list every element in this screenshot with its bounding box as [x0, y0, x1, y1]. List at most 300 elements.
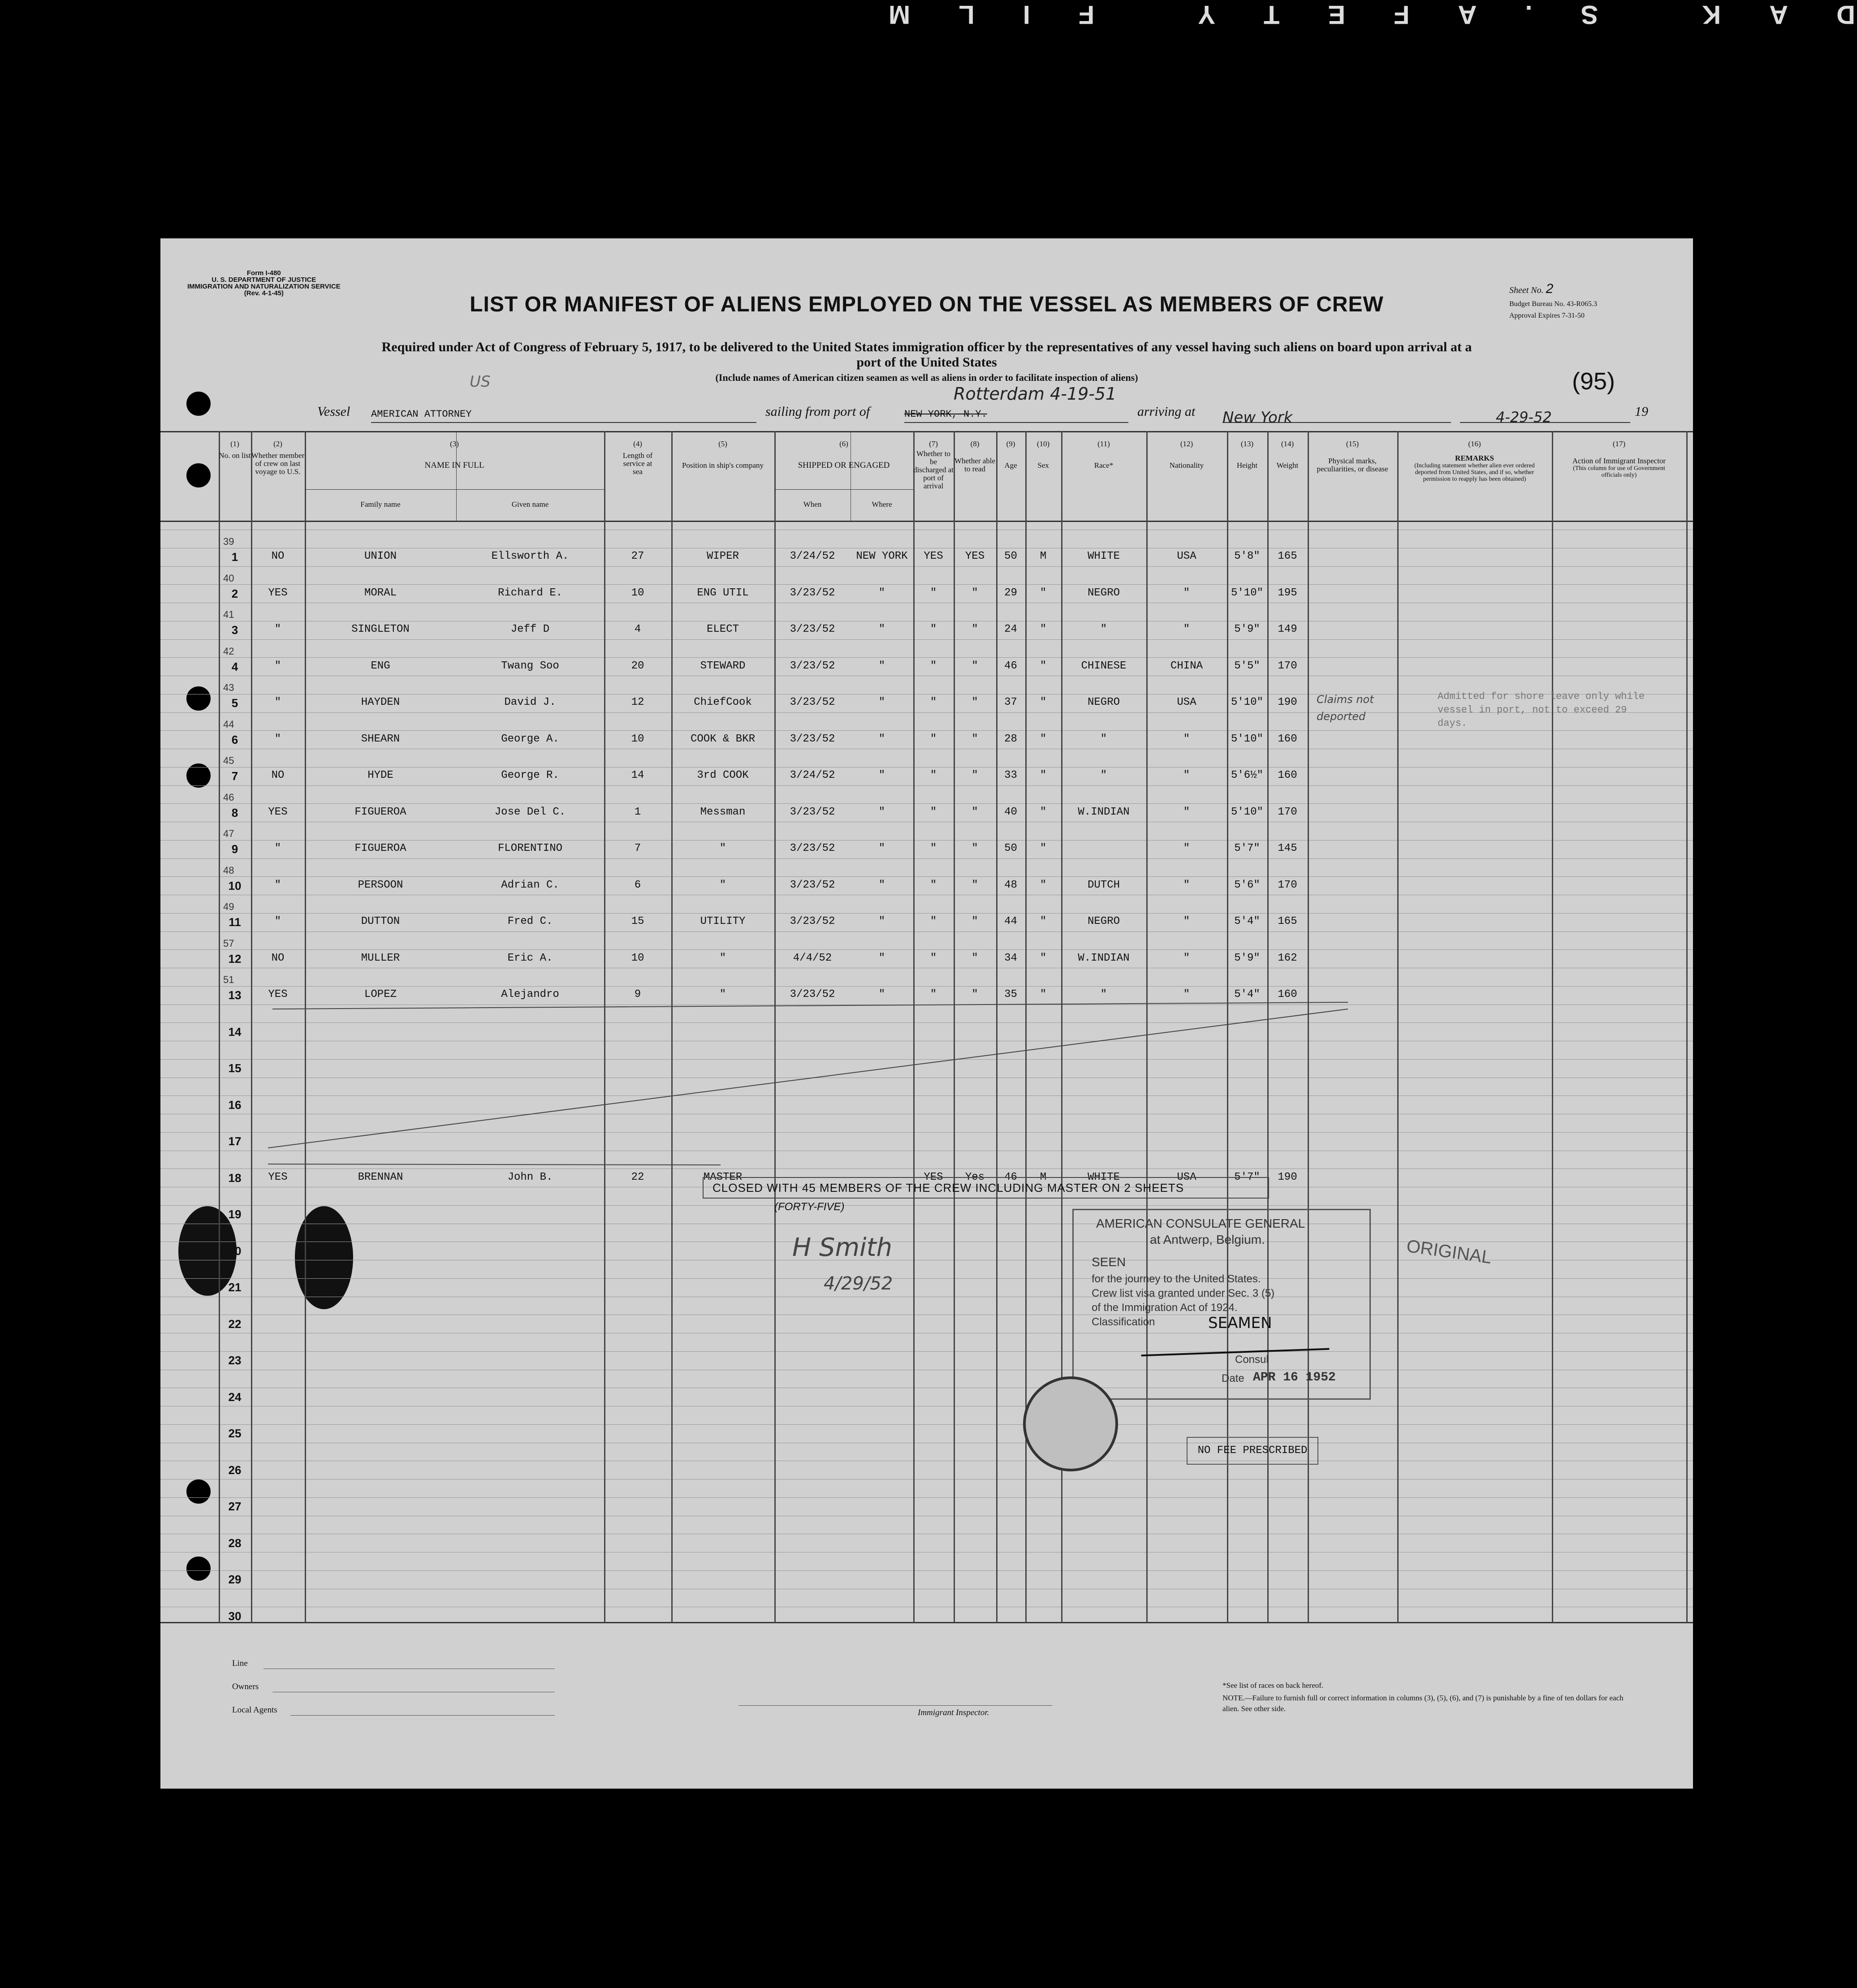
original-list-number: 42	[223, 645, 234, 657]
cell-no: 20	[228, 1244, 242, 1258]
sailing-handwritten: Rotterdam 4-19-51	[954, 384, 1117, 404]
film-edge-print: DAK S.AFETY FILM	[840, 0, 1855, 29]
cell-family: MORAL	[364, 586, 397, 599]
cell-given: Twang Soo	[501, 660, 559, 672]
cell-nat: USA	[1177, 1171, 1196, 1183]
cell-family: PERSOON	[358, 879, 403, 891]
cell-where: "	[878, 660, 885, 672]
cell-position: Messman	[700, 806, 746, 818]
cell-read: "	[972, 988, 978, 1000]
cell-disch: "	[930, 806, 937, 818]
cell-service: 27	[631, 550, 644, 562]
original-list-number: 45	[223, 755, 234, 766]
cell-family: FIGUEROA	[354, 842, 406, 854]
original-list-number: 40	[223, 572, 234, 584]
cell-read: "	[972, 733, 978, 745]
original-stamp: ORIGINAL	[1405, 1236, 1493, 1268]
cell-no: 7	[231, 769, 238, 783]
race-note: *See list of races on back hereof.	[1222, 1681, 1324, 1690]
cell-where: "	[878, 842, 885, 854]
cell-when: 3/24/52	[790, 550, 835, 562]
cell-nat: "	[1183, 769, 1190, 781]
cell-disch: "	[930, 733, 937, 745]
cell-when: 3/23/52	[790, 623, 835, 635]
cell-weight: 162	[1278, 952, 1297, 964]
column-header-position: (5) Position in ship's company	[682, 440, 764, 470]
cell-disch: "	[930, 623, 937, 635]
vessel-handwritten: US	[470, 373, 491, 391]
original-list-number: 49	[223, 901, 234, 912]
column-header-family-name: Family name	[360, 500, 401, 509]
cell-height: 5'4"	[1234, 988, 1260, 1000]
cell-prev: "	[274, 733, 281, 745]
cell-race: WHITE	[1087, 1171, 1120, 1183]
cell-sex: "	[1040, 660, 1047, 672]
cell-service: 4	[634, 623, 641, 635]
cell-prev: YES	[268, 806, 288, 818]
cell-when: 3/23/52	[790, 806, 835, 818]
footer-agents-rule	[290, 1715, 555, 1716]
cell-read: "	[972, 952, 978, 964]
column-header-name: (3) NAME IN FULL	[424, 440, 484, 470]
cell-disch: "	[930, 696, 937, 708]
cell-position: "	[719, 988, 726, 1000]
cell-where: "	[878, 623, 885, 635]
cell-given: Jeff D	[510, 623, 550, 635]
cell-race: NEGRO	[1087, 915, 1120, 927]
column-header-shipped: (6) SHIPPED OR ENGAGED	[798, 440, 890, 470]
cell-race: "	[1100, 623, 1107, 635]
cell-age: 40	[1004, 806, 1017, 818]
cell-weight: 149	[1278, 623, 1297, 635]
cell-disch: YES	[924, 550, 943, 562]
cell-when: 4/4/52	[793, 952, 832, 964]
cell-nat: USA	[1177, 696, 1196, 708]
cell-prev: "	[274, 660, 281, 672]
cell-read: "	[972, 586, 978, 599]
cell-family: SHEARN	[361, 733, 400, 745]
cell-where: "	[878, 586, 885, 599]
forty-five-note: (FORTY-FIVE)	[774, 1201, 845, 1213]
cell-family: LOPEZ	[364, 988, 397, 1000]
cell-weight: 170	[1278, 660, 1297, 672]
cell-age: 50	[1004, 842, 1017, 854]
cell-read: "	[972, 696, 978, 708]
cell-given: Ellsworth A.	[491, 550, 569, 562]
consulate-stamp: AMERICAN CONSULATE GENERAL at Antwerp, Belgium. SEEN for the journey to the United States. Crew list visa granted under Sec. 3 (5) of the Immigration Act of 1924. Classification SEAMEN Consul Date APR 16 1952	[1072, 1209, 1371, 1400]
strike-line	[268, 1164, 721, 1165]
cell-given: Fred C.	[507, 915, 553, 927]
original-list-number: 39	[223, 536, 234, 547]
cell-no: 27	[228, 1500, 242, 1513]
cell-given: Richard E.	[497, 586, 563, 599]
cell-when: 3/23/52	[790, 879, 835, 891]
column-header-weight: (14) Weight	[1276, 440, 1299, 470]
cell-service: 9	[634, 988, 641, 1000]
cell-sex: M	[1040, 1171, 1047, 1183]
footer-note: NOTE.—Failure to furnish full or correct information in columns (3), (5), (6), and (7) is punishable by a fine of ten dollars for each alien. See other side.	[1222, 1694, 1624, 1713]
column-header-sex: (10) Sex	[1036, 440, 1050, 470]
footer-line-label: Line	[232, 1659, 248, 1668]
cell-given: David J.	[504, 696, 556, 708]
cell-height: 5'7"	[1234, 1171, 1260, 1183]
cell-family: ENG	[371, 660, 390, 672]
cell-no: 28	[228, 1536, 242, 1550]
vessel-name-field: AMERICAN ATTORNEY	[371, 409, 756, 423]
cell-prev: "	[274, 915, 281, 927]
sheet-number: Sheet No. 2	[1509, 281, 1554, 296]
cell-race: W.INDIAN	[1078, 952, 1130, 964]
cell-sex: "	[1040, 806, 1047, 818]
footer-owners-label: Owners	[232, 1682, 259, 1691]
cell-age: 50	[1004, 550, 1017, 562]
cell-race: "	[1100, 769, 1107, 781]
cell-age: 35	[1004, 988, 1017, 1000]
cell-when: 3/23/52	[790, 988, 835, 1000]
cell-read: "	[972, 660, 978, 672]
cell-age: 37	[1004, 696, 1017, 708]
original-list-number: 47	[223, 828, 234, 839]
cell-prev: NO	[271, 550, 285, 562]
cell-no: 17	[228, 1134, 242, 1148]
inspector-signature-rule	[738, 1705, 1052, 1706]
cell-age: 46	[1004, 1171, 1017, 1183]
cell-no: 8	[231, 806, 238, 819]
cell-position: UTILITY	[700, 915, 746, 927]
original-list-number: 46	[223, 791, 234, 803]
cell-weight: 190	[1278, 696, 1297, 708]
column-header-where: Where	[872, 500, 892, 509]
cell-read: "	[972, 623, 978, 635]
cell-nat: "	[1183, 733, 1190, 745]
cell-race: NEGRO	[1087, 586, 1120, 599]
cell-weight: 195	[1278, 586, 1297, 599]
cell-height: 5'7"	[1234, 842, 1260, 854]
column-header-when: When	[803, 500, 822, 509]
cell-sex: "	[1040, 696, 1047, 708]
cell-sex: "	[1040, 952, 1047, 964]
cell-position: WIPER	[706, 550, 739, 562]
strike-line	[268, 1009, 1348, 1148]
cell-nat: "	[1183, 879, 1190, 891]
cell-no: 13	[228, 988, 242, 1002]
footer-agents-label: Local Agents	[232, 1705, 277, 1715]
cell-weight: 190	[1278, 1171, 1297, 1183]
cell-when: 3/23/52	[790, 733, 835, 745]
column-header-given-name: Given name	[511, 500, 549, 509]
cell-weight: 165	[1278, 550, 1297, 562]
cell-position: ENG UTIL	[697, 586, 749, 599]
closed-with-stamp: CLOSED WITH 45 MEMBERS OF THE CREW INCLUDING MASTER ON 2 SHEETS	[703, 1177, 1269, 1199]
arriving-port-field: New York	[1222, 409, 1451, 423]
year-label: 19	[1635, 404, 1648, 419]
cell-no: 30	[228, 1609, 242, 1623]
cell-height: 5'8"	[1234, 550, 1260, 562]
cell-disch: "	[930, 842, 937, 854]
handwritten-initials: H Smith	[792, 1233, 893, 1262]
cell-weight: 160	[1278, 769, 1297, 781]
cell-no: 6	[231, 733, 238, 746]
cell-read: "	[972, 806, 978, 818]
cell-no: 24	[228, 1390, 242, 1404]
sailing-label: sailing from port of	[765, 404, 870, 419]
cell-service: 20	[631, 660, 644, 672]
original-list-number: 43	[223, 682, 234, 693]
cell-no: 21	[228, 1281, 242, 1294]
cell-read: "	[972, 842, 978, 854]
manifest-sheet	[160, 238, 1693, 1789]
form-identification: Form I-480 U. S. DEPARTMENT OF JUSTICE IMMIGRATION AND NATURALIZATION SERVICE (Rev. 4-1-45)	[187, 269, 341, 297]
physical-marks-note: Claims not deported	[1317, 693, 1374, 723]
original-list-number: 44	[223, 718, 234, 730]
cell-family: HYDE	[367, 769, 393, 781]
cell-no: 10	[228, 879, 242, 893]
cell-position: MASTER	[703, 1171, 743, 1183]
cell-read: "	[972, 879, 978, 891]
cell-service: 10	[631, 733, 644, 745]
cell-sex: "	[1040, 879, 1047, 891]
cell-position: "	[719, 842, 726, 854]
arriving-date-field: 4-29-52	[1460, 409, 1630, 423]
cell-race: WHITE	[1087, 550, 1120, 562]
cell-family: DUTTON	[361, 915, 400, 927]
handwritten-date: 4/29/52	[824, 1273, 893, 1294]
cell-position: COOK & BKR	[690, 733, 756, 745]
remarks-typed-note: Admitted for shore leave only while vessel in port, not to exceed 29 days.	[1438, 691, 1645, 729]
cell-nat: "	[1183, 806, 1190, 818]
cell-when: 3/23/52	[790, 696, 835, 708]
cell-sex: "	[1040, 915, 1047, 927]
cell-height: 5'10"	[1231, 733, 1263, 745]
cell-prev: YES	[268, 1171, 288, 1183]
cell-family: HAYDEN	[361, 696, 400, 708]
cell-family: BRENNAN	[358, 1171, 403, 1183]
cell-age: 29	[1004, 586, 1017, 599]
cell-age: 46	[1004, 660, 1017, 672]
form-subtitle: Required under Act of Congress of February 5, 1917, to be delivered to the United States immigration officer by the representatives of any vessel having such aliens on board upon arrival at a	[381, 340, 1472, 354]
cell-no: 5	[231, 696, 238, 710]
form-instruction: (Include names of American citizen seamen as well as aliens in order to facilitate inspection of aliens)	[715, 372, 1138, 383]
cell-read: Yes	[965, 1171, 985, 1183]
cell-where: "	[878, 696, 885, 708]
original-list-number: 51	[223, 974, 234, 985]
column-header-inspector-action: (17) Action of Immigrant Inspector (This column for use of Government officials only)	[1572, 440, 1666, 479]
cell-sex: M	[1040, 550, 1047, 562]
cell-weight: 170	[1278, 879, 1297, 891]
cell-disch: "	[930, 988, 937, 1000]
column-header-race: (11) Race*	[1094, 440, 1114, 470]
cell-nat: "	[1183, 988, 1190, 1000]
cell-given: FLORENTINO	[497, 842, 563, 854]
cell-weight: 160	[1278, 988, 1297, 1000]
cell-no: 15	[228, 1061, 242, 1075]
cell-service: 10	[631, 952, 644, 964]
cell-where: "	[878, 806, 885, 818]
cell-when: 3/24/52	[790, 769, 835, 781]
cell-age: 28	[1004, 733, 1017, 745]
cell-when: 3/23/52	[790, 915, 835, 927]
cell-sex: "	[1040, 769, 1047, 781]
cell-age: 33	[1004, 769, 1017, 781]
cell-service: 7	[634, 842, 641, 854]
cell-no: 16	[228, 1098, 242, 1112]
sailing-port-field: NEW YORK, N.Y.	[904, 409, 1128, 423]
cell-nat: "	[1183, 586, 1190, 599]
cell-read: "	[972, 769, 978, 781]
strike-line	[272, 1002, 1348, 1009]
original-list-number: 48	[223, 864, 234, 876]
cell-sex: "	[1040, 623, 1047, 635]
cell-prev: "	[274, 879, 281, 891]
cell-service: 6	[634, 879, 641, 891]
cell-no: 1	[231, 550, 238, 564]
cell-disch: "	[930, 660, 937, 672]
consulate-seal-stamp	[1023, 1376, 1118, 1471]
cell-no: 12	[228, 952, 242, 966]
cell-prev: NO	[271, 769, 285, 781]
column-header-height: (13) Height	[1236, 440, 1258, 470]
cell-when: 3/23/52	[790, 842, 835, 854]
strike-lines	[160, 431, 1693, 1623]
cell-no: 22	[228, 1317, 242, 1331]
cell-race: DUTCH	[1087, 879, 1120, 891]
cell-service: 12	[631, 696, 644, 708]
cell-when: 3/23/52	[790, 586, 835, 599]
budget-info: Budget Bureau No. 43-R065.3 Approval Expires 7-31-50	[1509, 300, 1597, 319]
cell-no: 2	[231, 586, 238, 600]
cell-no: 4	[231, 660, 238, 673]
cell-race: "	[1100, 988, 1107, 1000]
cell-disch: "	[930, 586, 937, 599]
column-header-discharged: (7) Whether to be discharged at port of arrival	[913, 440, 954, 490]
inspector-label: Immigrant Inspector.	[918, 1708, 989, 1717]
cell-height: 5'5"	[1234, 660, 1260, 672]
punch-hole	[186, 392, 211, 416]
cell-family: FIGUEROA	[354, 806, 406, 818]
cell-where: "	[878, 952, 885, 964]
cell-prev: NO	[271, 952, 285, 964]
cell-age: 34	[1004, 952, 1017, 964]
cell-disch: "	[930, 879, 937, 891]
cell-race: W.INDIAN	[1078, 806, 1130, 818]
cell-service: 1	[634, 806, 641, 818]
cell-service: 15	[631, 915, 644, 927]
column-header-remarks: (16) REMARKS (Including statement whether alien ever ordered deported from United States, and if so, whether permission to reapply has been obtained)	[1414, 440, 1535, 483]
cell-height: 5'10"	[1231, 696, 1263, 708]
cell-nat: "	[1183, 915, 1190, 927]
column-header-last-voyage: (2) Whether member of crew on last voyage to U.S.	[251, 440, 305, 476]
cell-where: "	[878, 733, 885, 745]
cell-position: STEWARD	[700, 660, 746, 672]
cell-race: NEGRO	[1087, 696, 1120, 708]
cell-given: Alejandro	[501, 988, 559, 1000]
cell-no: 26	[228, 1463, 242, 1477]
original-list-number: 41	[223, 609, 234, 620]
cell-where: "	[878, 915, 885, 927]
cell-position: 3rd COOK	[697, 769, 749, 781]
cell-race: "	[1100, 733, 1107, 745]
cell-position: ChiefCook	[694, 696, 752, 708]
cell-height: 5'4"	[1234, 915, 1260, 927]
cell-position: "	[719, 952, 726, 964]
cell-disch: YES	[924, 1171, 943, 1183]
cell-no: 3	[231, 623, 238, 637]
cell-prev: "	[274, 623, 281, 635]
cell-height: 5'6½"	[1231, 769, 1263, 781]
cell-prev: "	[274, 696, 281, 708]
cell-weight: 145	[1278, 842, 1297, 854]
cell-prev: YES	[268, 988, 288, 1000]
cell-where: "	[878, 769, 885, 781]
column-header-length-service: (4) Length of service at sea	[622, 440, 653, 476]
cell-height: 5'9"	[1234, 623, 1260, 635]
cell-disch: "	[930, 952, 937, 964]
cell-age: 44	[1004, 915, 1017, 927]
cell-nat: "	[1183, 842, 1190, 854]
cell-sex: "	[1040, 842, 1047, 854]
original-list-number: 57	[223, 937, 234, 949]
cell-family: MULLER	[361, 952, 400, 964]
cell-sex: "	[1040, 988, 1047, 1000]
cell-age: 48	[1004, 879, 1017, 891]
cell-sex: "	[1040, 586, 1047, 599]
cell-no: 11	[229, 915, 241, 929]
cell-race: CHINESE	[1081, 660, 1127, 672]
manifest-table	[160, 431, 1693, 1623]
cell-position: ELECT	[706, 623, 739, 635]
cell-given: Eric A.	[507, 952, 553, 964]
cell-service: 14	[631, 769, 644, 781]
form-subtitle-2: port of the United States	[856, 355, 997, 370]
cell-height: 5'9"	[1234, 952, 1260, 964]
cell-disch: "	[930, 915, 937, 927]
cell-given: John B.	[507, 1171, 553, 1183]
cell-no: 19	[228, 1207, 242, 1221]
cell-height: 5'10"	[1231, 586, 1263, 599]
cell-where: "	[878, 988, 885, 1000]
cell-nat: "	[1183, 952, 1190, 964]
column-header-nationality: (12) Nationality	[1169, 440, 1204, 470]
cell-given: George A.	[501, 733, 559, 745]
column-header-no: (1) No. on list	[219, 440, 251, 460]
cell-read: "	[972, 915, 978, 927]
stamp-number: (95)	[1572, 368, 1615, 395]
cell-nat: USA	[1177, 550, 1196, 562]
cell-no: 29	[228, 1573, 242, 1586]
cell-nat: CHINA	[1170, 660, 1203, 672]
cell-read: YES	[965, 550, 985, 562]
cell-nat: "	[1183, 623, 1190, 635]
arriving-label: arriving at	[1137, 404, 1196, 419]
cell-position: "	[719, 879, 726, 891]
cell-no: 18	[228, 1171, 242, 1185]
cell-no: 9	[231, 842, 238, 856]
cell-weight: 160	[1278, 733, 1297, 745]
cell-where: NEW YORK	[856, 550, 908, 562]
cell-where: "	[878, 879, 885, 891]
cell-height: 5'10"	[1231, 806, 1263, 818]
cell-given: Adrian C.	[501, 879, 559, 891]
cell-family: UNION	[364, 550, 397, 562]
cell-sex: "	[1040, 733, 1047, 745]
cell-prev: "	[274, 842, 281, 854]
cell-age: 24	[1004, 623, 1017, 635]
vessel-label: Vessel	[317, 404, 350, 419]
cell-service: 22	[631, 1171, 644, 1183]
cell-weight: 165	[1278, 915, 1297, 927]
cell-given: Jose Del C.	[494, 806, 566, 818]
column-header-physical-marks: (15) Physical marks, peculiarities, or disease	[1317, 440, 1388, 473]
